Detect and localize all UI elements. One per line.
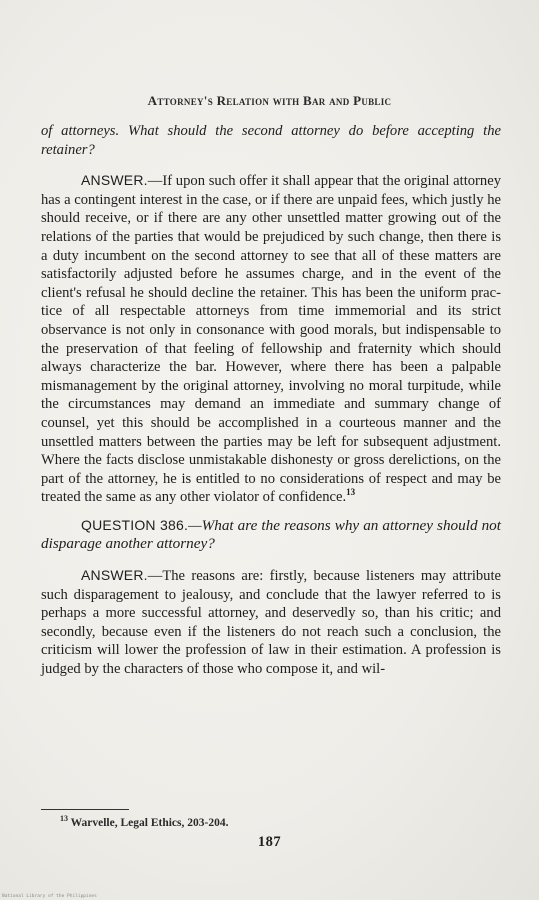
answer-1-lead: ANSWER. xyxy=(81,172,148,189)
question-lead: QUESTION 386. xyxy=(81,516,189,533)
question-text: —What are the reasons why an attorney should not disparage another attorney? xyxy=(41,516,501,553)
scan-credit: National Library of the Philippines xyxy=(2,894,97,899)
answer-1-text: —If upon such offer it shall appear that the original attorney has a contingent interest in the case, or if there are unpaid fees, which justly he should receive, or if there are any other unsettled matter growing out of the relations of the parties that would be prejudiced by such change, then there is a duty incumbent on the second attorney to see that all of these matters are satisfactorily adjusted before he assumes charge, and in the event of the client's refusal he should decline the retainer. This has been the uniform practice of all respectable attorneys from time immemorial and its strict observance is not only in consonance with good morals, but indispensable to the preservation of that feeling of fellowship and fraternity which should always characterize the bar. However, where there has been a palpable mismanagement by the original attorney, involving no moral turpitude, while the circumstances may demand an immediate and summary change of counsel, yet this should be accomplished in a courteous manner and the unsettled matters between the parties may be left for subsequent adjustment. Where the facts disclose unmistakable dishonesty or gross derelictions, on the part of the attorney, he is entitled to no considerations of respect and may be treated the same as any other violator of confidence. xyxy=(41,173,501,506)
answer-paragraph-2 xyxy=(41,566,501,679)
question-386 xyxy=(41,516,501,554)
opening-fragment-b: What should the second attorney do before accepting the retainer? xyxy=(41,123,501,158)
opening-fragment xyxy=(41,122,501,159)
footnote-reference: 13 xyxy=(346,487,356,498)
answer-2-lead: ANSWER. xyxy=(81,567,148,584)
footnote xyxy=(60,814,229,829)
running-head: Attorney's Relation with Bar and Public xyxy=(147,93,392,108)
footnote-text: Warvelle, Legal Ethics, 203-204. xyxy=(68,817,229,829)
page-number: 187 xyxy=(257,834,282,850)
footnote-divider xyxy=(41,809,129,810)
answer-paragraph-1 xyxy=(41,171,501,507)
body-text xyxy=(41,122,501,679)
footnote-number: 13 xyxy=(60,814,68,824)
opening-fragment-a: of attorneys. xyxy=(41,123,128,139)
answer-2-text: —The reasons are: firstly, because listeners may attribute such disparagement to jealousy, and conclude that the lawyer referred to is perhaps a more successful attorney, and deservedly so, than his critic; and secondly, because even if the listeners do not reach such a conclusion, the criticism will lower the profession of law in their estimation. A profession is judged by the characters of those who compose it, and wil- xyxy=(41,568,501,678)
